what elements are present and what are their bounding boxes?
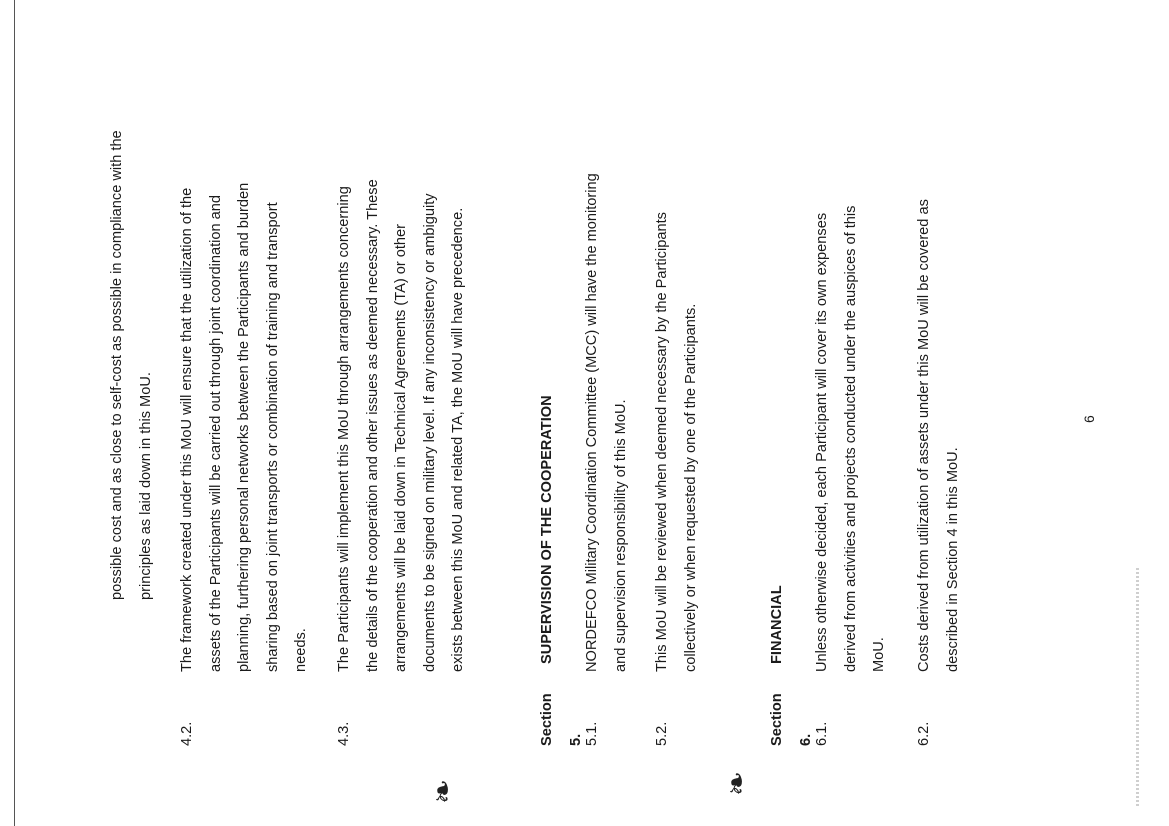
paragraph-text: possible cost and as close to self-cost as possible in compliance with the principles as laid down in this MoU. <box>109 130 154 600</box>
punch-hole-mark: ❧ <box>427 780 460 804</box>
section-number: Section 5. <box>539 693 584 746</box>
paragraph-text: The framework created under this MoU will ensure that the utilization of the assets of the Participants will be carried out through joint coordination and planning, furthering personal networks between the Participants and burden sharing based on joint transports or combination of training and transport needs. <box>179 182 309 672</box>
section-title: FINANCIAL <box>769 585 785 664</box>
section-number: Section 6. <box>769 693 814 746</box>
paragraph-number: 6.1. <box>814 721 830 746</box>
paragraph-text: Costs derived from utilization of assets under this MoU will be covered as described in Section 4 in this MoU. <box>916 199 961 672</box>
paragraph-number: 5.1. <box>584 721 600 746</box>
paragraph-number: 4.2. <box>179 721 195 746</box>
paragraph-text: The Participants will implement this MoU through arrangements concerning the details of the cooperation and other issues as deemed necessary. These arrangements will be laid down in Technical Agreements (TA) or other documents to be signed on military level. If any inconsistency or ambiguity exists between this MoU and related TA, the MoU will have precedence. <box>336 179 466 672</box>
paragraph-number: 6.2. <box>916 721 932 746</box>
punch-hole-mark: ❧ <box>721 772 754 796</box>
paragraph-text: This MoU will be reviewed when deemed necessary by the Participants collectively or when requested by one of the Participants. <box>654 212 699 672</box>
page-number: 6 <box>1081 415 1097 423</box>
section-title: SUPERVISION OF THE COOPERATION <box>539 395 555 664</box>
paragraph-text: NORDEFCO Military Coordination Committee (MCC) will have the monitoring and supervision responsibility of this MoU. <box>584 173 629 672</box>
paragraph-number: 5.2. <box>654 721 670 746</box>
paragraph-number: 4.3. <box>336 721 352 746</box>
scan-artifact-line <box>1136 566 1139 806</box>
binder-line <box>14 0 15 826</box>
paragraph-text: Unless otherwise decided, each Participant will cover its own expenses derived from activities and projects conducted under the auspices of this MoU. <box>814 205 887 672</box>
